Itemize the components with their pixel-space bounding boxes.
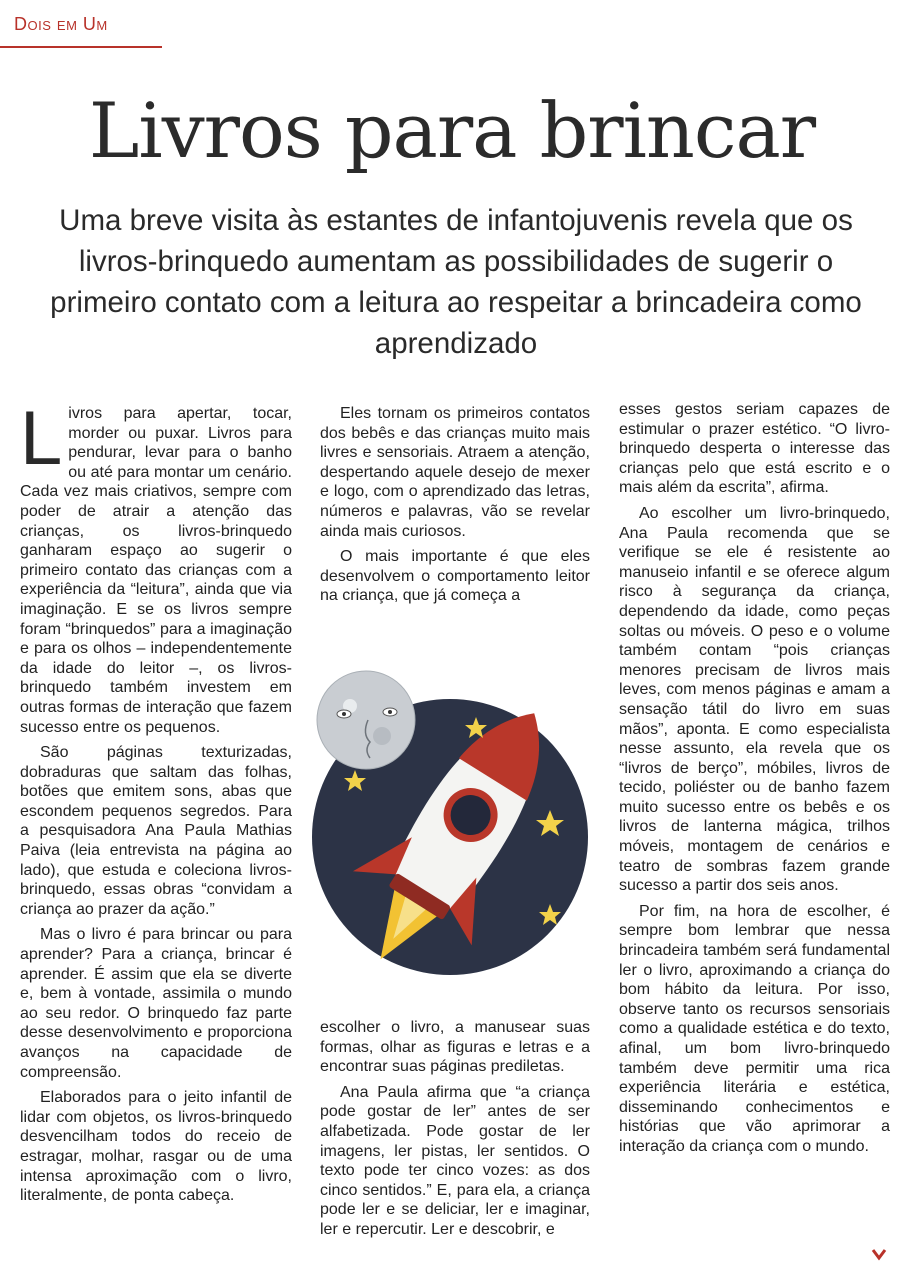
section-rule (0, 46, 162, 48)
paragraph-5: Eles tornam os primeiros contatos dos bebês e das crianças muito mais livres e sensoriais. Atraem a atenção, despertando aquele desejo de mexer e logo, com o aprendizado das letras, números e palavras, vão se revelar ainda mais curiosos. (320, 405, 590, 540)
moon-crater (373, 727, 391, 745)
end-mark-icon (871, 1246, 887, 1262)
moon-icon (317, 671, 415, 769)
section-label: Dois em Um (14, 14, 108, 34)
paragraph-1 (20, 396, 292, 737)
column-1 (20, 396, 292, 1212)
paragraph-9: esses gestos seriam capazes de estimular o prazer estético. “O livro-brinquedo desperta o interesse das crianças pelo que está escrito e o mais além da escrita”, afirma. (619, 401, 890, 497)
paragraph-2: São páginas texturizadas, dobraduras que saltam das folhas, botões que emitem sons, abas que escondem pequenos segredos. Para a pesquisadora Ana Paula Mathias Paiva (leia entrevista na página ao lado), que estuda e coleciona livros-brinquedo, essas obras “convidam a criança ao prazer da ação.” (20, 744, 292, 918)
column-2-bottom (320, 1018, 590, 1246)
paragraph-10: Ao escolher um livro-brinquedo, Ana Paula recomenda que se verifique se ele é resistente ao manuseio infantil e se oferece algum risco à segurança da criança, dependendo da idade, como peças soltas ou móveis. O peso e o volume também contam “pois crianças menores precisam de livros mais leves, com menos páginas e amam a sensação tátil do livro em suas mãos”, aponta. E como especialista nesse assunto, ela revela que os “livros de berço”, móbiles, livros de tecido, poliéster ou de banho fazem muito sucesso entre os bebês e os livros de lanterna mágica, trilhos móveis, montagem de cenários e teatro de sombras fazem grande sucesso a partir dos seis anos. (619, 504, 890, 895)
deck: Uma breve visita às estantes de infantojuvenis revela que os livros-brinquedo aumentam as possibilidades de sugerir o primeiro contato com a leitura ao respeitar a brincadeira como aprendizado (50, 204, 862, 360)
paragraph-11: Por fim, na hora de escolher, é sempre bom lembrar que nessa brincadeira também será fundamental ler o livro, aproximando a criança do bom hábito da leitura. Por isso, observe tanto os recursos sensoriais como a qualidade estética e do texto, afinal, um bom livro-brinquedo também deve permitir uma rica experiência literária e estética, disseminando conhecimentos e histórias que vão aprimorar a interação da criança com o mundo. (619, 902, 890, 1155)
moon-pupil (342, 712, 346, 716)
column-2-top (320, 404, 590, 612)
paragraph-6: O mais importante é que eles desenvolvem o comportamento leitor na criança, que já começa a (320, 548, 590, 605)
paragraph-7: escolher o livro, a manusear suas formas, olhar as figuras e letras e a encontrar suas páginas prediletas. (320, 1019, 590, 1076)
moon-pupil (388, 710, 392, 714)
dropcap: L (20, 396, 63, 481)
headline: Livros para brincar (88, 86, 816, 175)
paragraph-4: Elaborados para o jeito infantil de lidar com objetos, os livros-brinquedo desvencilham todos do receio de estragar, molhar, rasgar ou de uma intensa aproximação com o livro, literalmente, de ponta cabeça. (20, 1089, 292, 1205)
column-3 (619, 400, 890, 1163)
paragraph-8: Ana Paula afirma que “a criança pode gostar de ler” antes de ser alfabetizada. Pode gostar de ler imagens, ler pistas, ler sentidos. O texto pode ter cinco vozes: as dos cinco sentidos.” E, para ela, a criança pode ler e se deliciar, ler e imaginar, ler e repercutir. Ler e descobrir, e (320, 1083, 590, 1238)
paragraph-3: Mas o livro é para brincar ou para aprender? Para a criança, brincar é aprender. É assim que ela se diverte e, bem à vontade, assimila o mundo ao seu redor. O brinquedo faz parte desse desenvolvimento e proporciona avanços na capacidade de compreensão. (20, 926, 292, 1081)
rocket-illustration (300, 662, 600, 1012)
paragraph-1-text: ivros para apertar, tocar, morder ou puxar. Livros para pendurar, levar para o banho ou até para montar um cenário. Cada vez mais criativos, sempre com poder de atrair a atenção das crianças, os livros-brinquedo ganharam espaço ao sugerir o primeiro contato das crianças com a experiência da “leitura”, ainda que via imaginação. E se os livros sempre foram “brinquedos” para a imaginação e para os olhos – independentemente da idade do leitor –, os livros-brinquedo também investem em outras formas de interação que fazem sucesso entre os pequenos. (20, 405, 292, 736)
